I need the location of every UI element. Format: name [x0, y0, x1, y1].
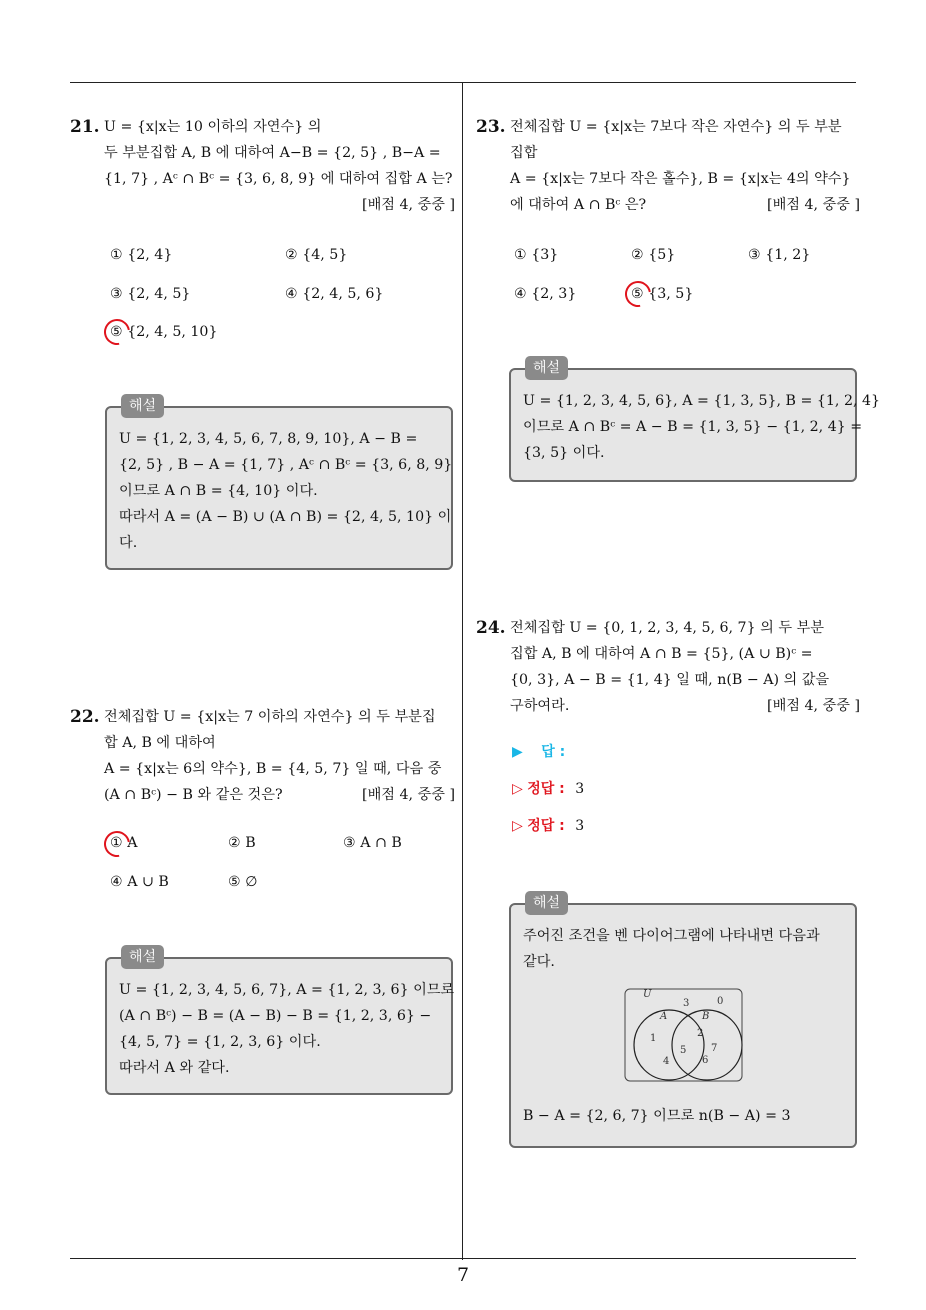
solution-line: {3, 5} 이다. — [523, 445, 605, 461]
choice-5[interactable]: ⑤ ∅ — [228, 874, 258, 890]
correct-label: 정답 : — [527, 781, 565, 797]
solution-line: U = {1, 2, 3, 4, 5, 6}, A = {1, 3, 5}, B = {1, 2, 4} — [523, 393, 881, 409]
set-b-label: B — [702, 1011, 710, 1022]
answer-label: 답 : — [541, 744, 566, 760]
question-21 — [70, 114, 455, 218]
solution-line: {2, 5} , B − A = {1, 7} , Aᶜ ∩ Bᶜ = {3, 6, 8, 9} — [119, 457, 453, 473]
triangle-icon: ▷ — [512, 818, 523, 834]
solution-line: 따라서 A 와 같다. — [119, 1060, 230, 1076]
column-divider — [462, 83, 463, 1260]
choice-4[interactable]: ④ {2, 3} — [514, 286, 577, 302]
correct-answer-row — [512, 815, 584, 835]
play-icon: ▶ — [512, 744, 523, 760]
question-number: 22. — [70, 707, 100, 727]
question-text-line: (A ∩ Bᶜ) − B 와 같은 것은? — [104, 787, 283, 803]
question-text-line: A = {x|x는 7보다 작은 홀수}, B = {x|x는 4의 약수} — [510, 171, 851, 187]
question-text-line: 전체집합 U = {x|x는 7보다 작은 자연수} 의 두 부분 — [510, 119, 842, 135]
correct-value: 3 — [575, 781, 585, 797]
triangle-icon: ▷ — [512, 781, 523, 797]
choice-5[interactable]: ⑤ {2, 4, 5, 10} — [110, 324, 218, 340]
choice-3[interactable]: ③ {1, 2} — [748, 247, 811, 263]
solution-tag: 해설 — [121, 394, 164, 418]
universe-label: U — [643, 989, 652, 1000]
choice-1[interactable]: ① {2, 4} — [110, 247, 173, 263]
solution-line: 같다. — [523, 954, 555, 970]
question-22 — [70, 704, 455, 808]
solution-tag: 해설 — [525, 891, 568, 915]
choice-2[interactable]: ② B — [228, 835, 256, 851]
choice-3[interactable]: ③ {2, 4, 5} — [110, 286, 191, 302]
solution-line: 이므로 A ∩ Bᶜ = A − B = {1, 3, 5} − {1, 2, 4} = — [523, 419, 863, 435]
question-text-line: 전체집합 U = {0, 1, 2, 3, 4, 5, 6, 7} 의 두 부분 — [510, 620, 824, 636]
solution-conclusion: B − A = {2, 6, 7} 이므로 n(B − A) = 3 — [523, 1108, 791, 1124]
solution-tag: 해설 — [121, 945, 164, 969]
question-text-line: {1, 7} , Aᶜ ∩ Bᶜ = {3, 6, 8, 9} 에 대하여 집합 A 는? — [104, 171, 453, 187]
solution-line: 따라서 A = (A − B) ∪ (A ∩ B) = {2, 4, 5, 10} 이 — [119, 509, 452, 525]
choice-3[interactable]: ③ A ∩ B — [343, 835, 402, 851]
solution-line: U = {1, 2, 3, 4, 5, 6, 7, 8, 9, 10}, A − B = — [119, 431, 418, 447]
page-number: 7 — [456, 1264, 470, 1286]
question-text-line: 집합 A, B 에 대하여 A ∩ B = {5}, (A ∪ B)ᶜ = — [510, 646, 813, 662]
question-text-line: {0, 3}, A − B = {1, 4} 일 때, n(B − A) 의 값을 — [510, 672, 830, 688]
question-text-line: A = {x|x는 6의 약수}, B = {4, 5, 7} 일 때, 다음 중 — [104, 761, 442, 777]
set-a-label: A — [660, 1011, 668, 1022]
question-text-line: 에 대하여 A ∩ Bᶜ 은? — [510, 197, 647, 213]
score-label: [배점 4, 중중 ] — [362, 197, 455, 213]
choice-4[interactable]: ④ {2, 4, 5, 6} — [285, 286, 384, 302]
venn-element: 4 — [663, 1056, 670, 1067]
question-23 — [476, 114, 860, 218]
correct-value: 3 — [575, 818, 585, 834]
correct-label: 정답 : — [527, 818, 565, 834]
solution-line: 주어진 조건을 벤 다이어그램에 나타내면 다음과 — [523, 928, 820, 944]
score-label: [배점 4, 중중 ] — [767, 698, 860, 714]
answer-mark-icon — [99, 314, 135, 350]
question-24 — [476, 615, 860, 719]
answer-mark-icon — [99, 826, 138, 862]
solution-box-24 — [509, 895, 857, 1148]
answer-mark-icon — [620, 276, 656, 312]
score-label: [배점 4, 중중 ] — [362, 787, 455, 803]
bottom-rule — [70, 1258, 856, 1259]
venn-element: 2 — [697, 1028, 704, 1039]
question-text-line: 합 A, B 에 대하여 — [104, 735, 216, 751]
correct-answer-row — [512, 778, 584, 798]
answer-row — [512, 741, 565, 761]
choice-2[interactable]: ② {4, 5} — [285, 247, 348, 263]
question-text-line: 집합 — [510, 145, 538, 161]
venn-element: 1 — [650, 1033, 657, 1044]
venn-element: 3 — [683, 998, 690, 1009]
solution-line: U = {1, 2, 3, 4, 5, 6, 7}, A = {1, 2, 3, 6} 이므로 — [119, 982, 455, 998]
venn-element: 7 — [711, 1043, 718, 1054]
solution-line: {4, 5, 7} = {1, 2, 3, 6} 이다. — [119, 1034, 321, 1050]
choice-1[interactable]: ① {3} — [514, 247, 559, 263]
solution-line: 이므로 A ∩ B = {4, 10} 이다. — [119, 483, 318, 499]
venn-element: 5 — [680, 1045, 687, 1056]
venn-element: 0 — [717, 996, 724, 1007]
set-a-circle — [634, 1010, 704, 1080]
solution-line: 다. — [119, 535, 138, 551]
solution-box-22 — [105, 949, 455, 1095]
choice-1[interactable]: ① A — [110, 835, 138, 851]
top-rule — [70, 82, 856, 83]
question-text-line: 구하여라. — [510, 698, 570, 714]
question-number: 23. — [476, 117, 506, 137]
venn-element: 6 — [702, 1055, 709, 1066]
solution-box-21 — [105, 398, 453, 570]
question-text-line: 전체집합 U = {x|x는 7 이하의 자연수} 의 두 부분집 — [104, 709, 436, 725]
question-number: 24. — [476, 618, 506, 638]
solution-box-23 — [509, 360, 881, 482]
question-text-line: 두 부분집합 A, B 에 대하여 A−B = {2, 5} , B−A = — [104, 145, 441, 161]
choice-4[interactable]: ④ A ∪ B — [110, 874, 169, 890]
choice-2[interactable]: ② {5} — [631, 247, 676, 263]
score-label: [배점 4, 중중 ] — [767, 197, 860, 213]
venn-diagram — [623, 986, 745, 1084]
solution-tag: 해설 — [525, 356, 568, 380]
question-number: 21. — [70, 117, 100, 137]
choice-5[interactable]: ⑤ {3, 5} — [631, 286, 694, 302]
question-text-line: U = {x|x는 10 이하의 자연수} 의 — [104, 119, 322, 135]
solution-line: (A ∩ Bᶜ) − B = (A − B) − B = {1, 2, 3, 6} − — [119, 1008, 432, 1024]
